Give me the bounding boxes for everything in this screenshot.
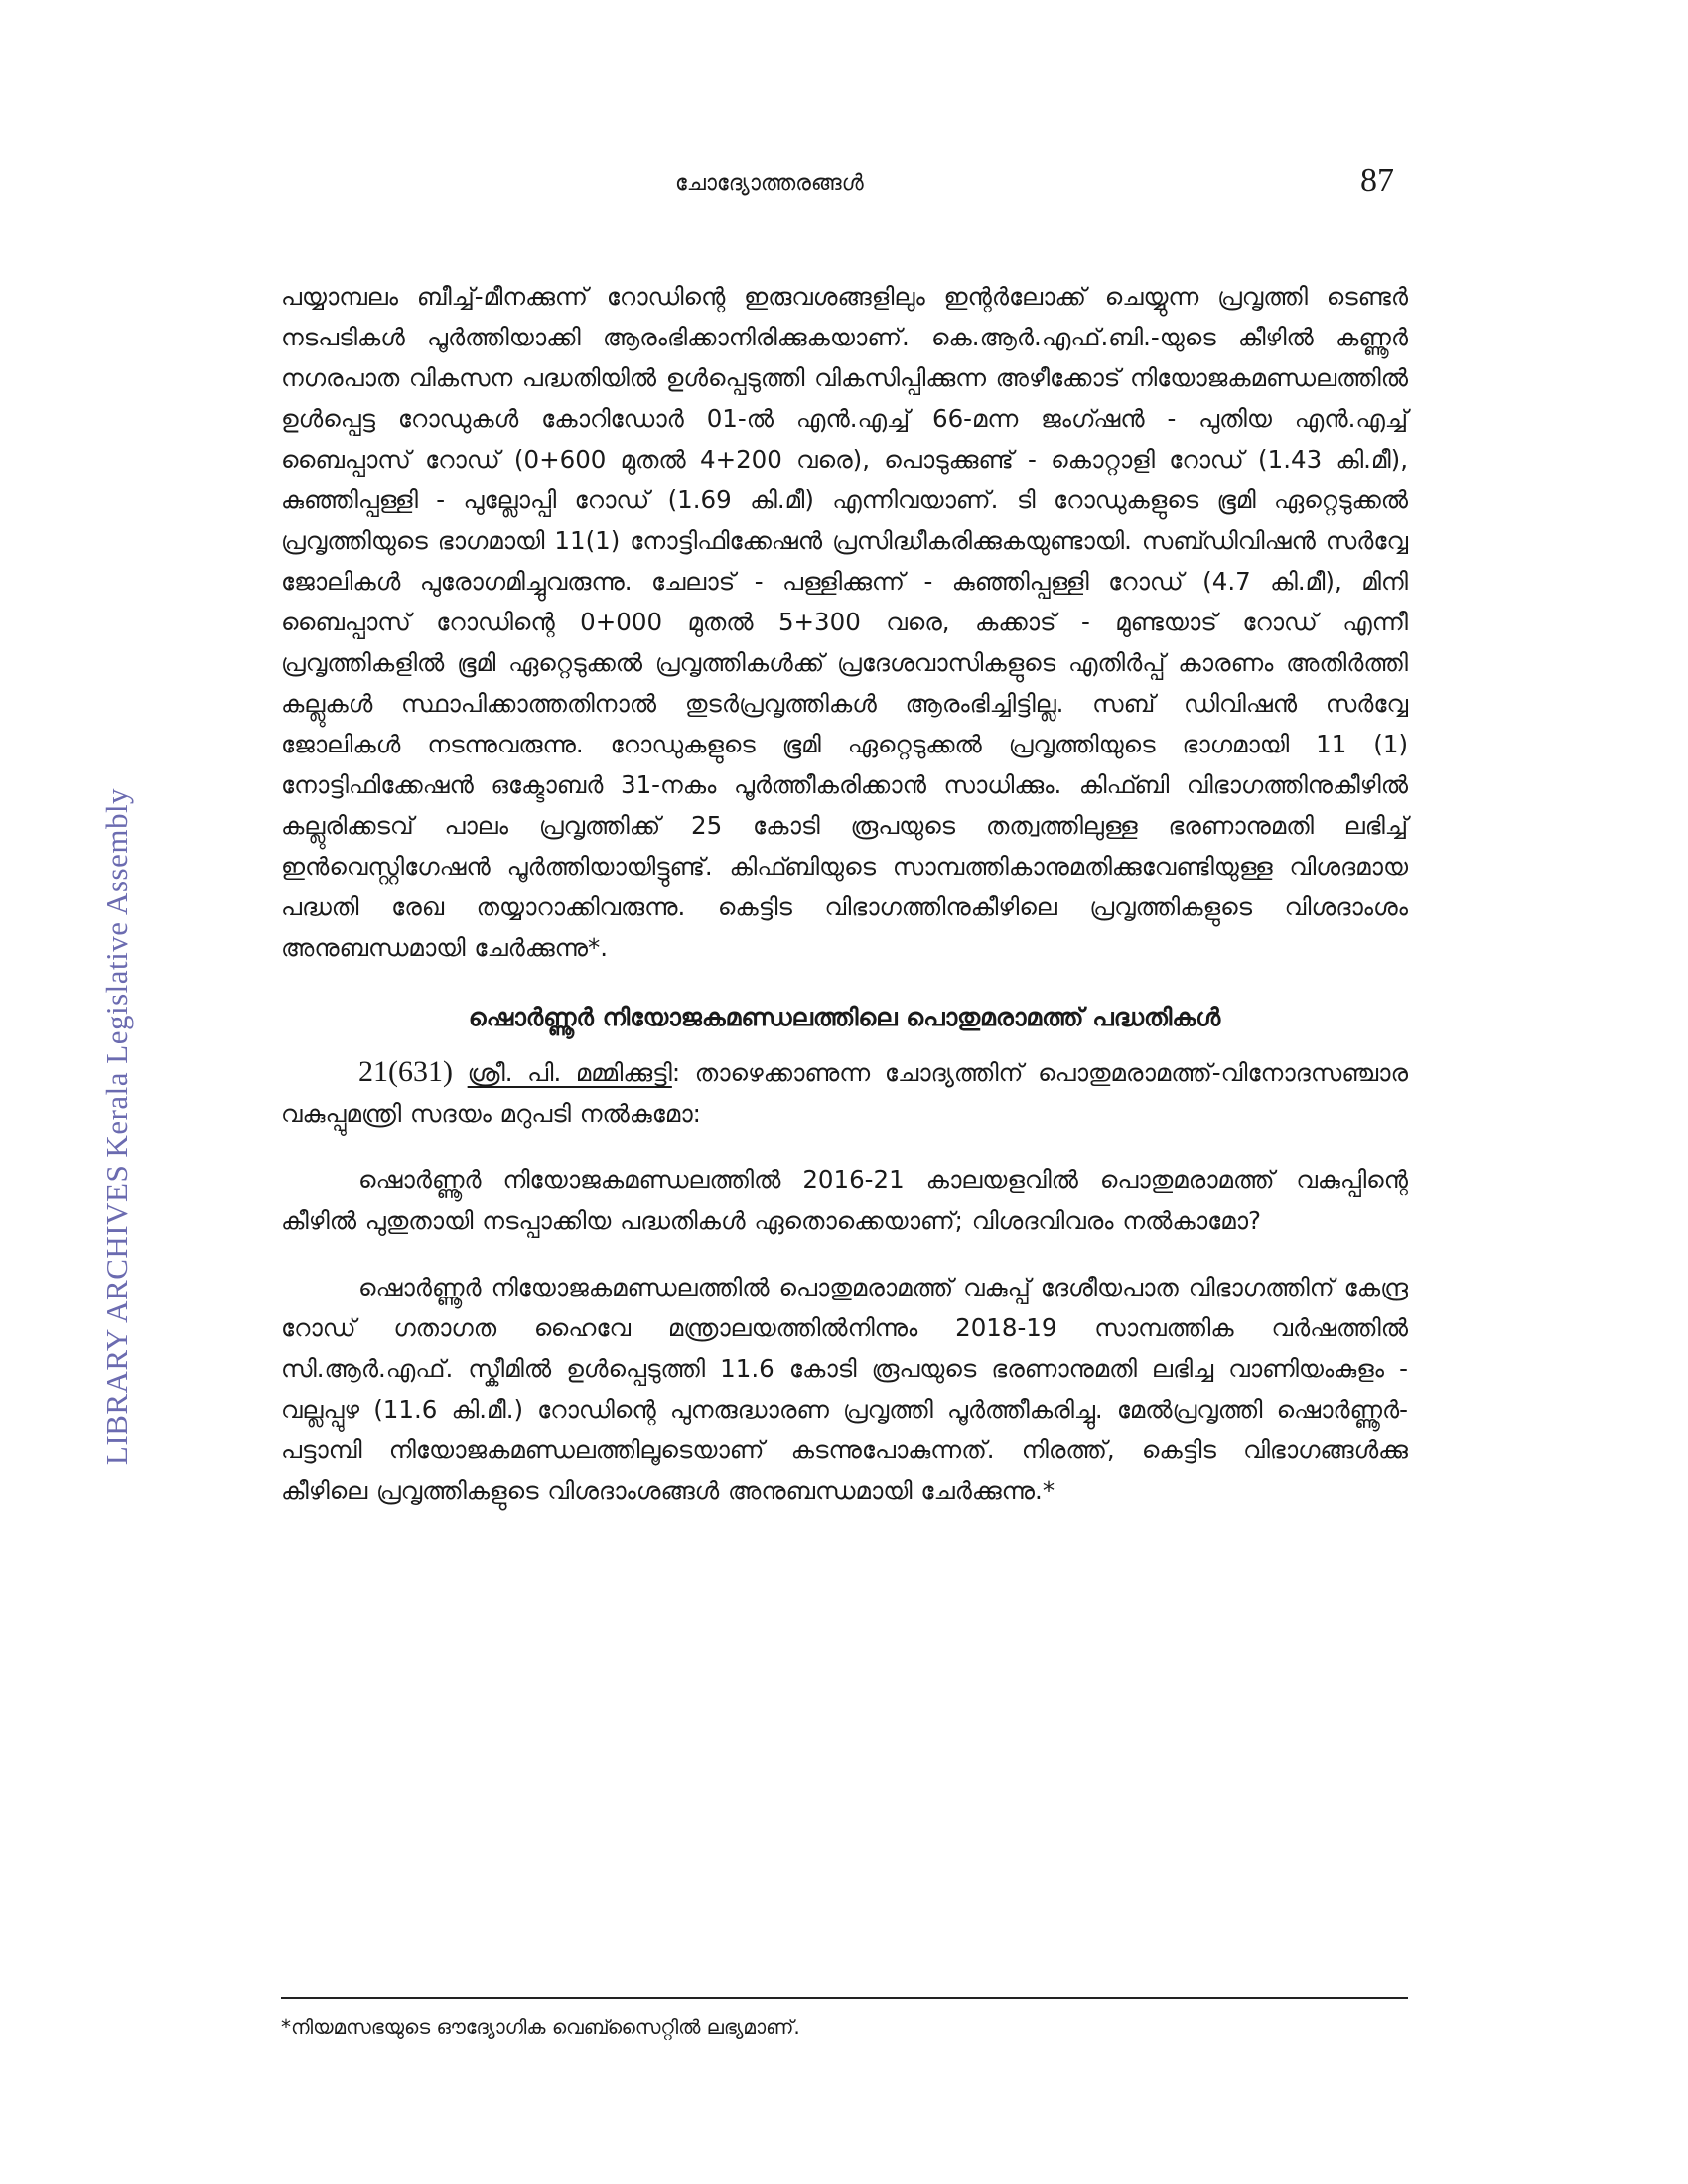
page-number: 87 <box>1360 162 1394 199</box>
answer-paragraph: ഷൊർണ്ണൂർ നിയോജകമണ്ഡലത്തിൽ പൊതുമരാമത്ത് വകുപ്പ് ദേശീയപാത വിഭാഗത്തിന് കേന്ദ്ര റോഡ് ഗതാഗത ഹൈവേ മന്ത്രാലയത്തിൽനിന്നും 2018-19 സാമ്പത്തിക വർഷത്തിൽ സി.ആർ.എഫ്. സ്കീമിൽ ഉൾപ്പെടുത്തി 11.6 കോടി രൂപയുടെ ഭരണാനുമതി ലഭിച്ച വാണിയംകുളം - വല്ലപ്പുഴ (11.6 കി.മീ.) റോഡിന്റെ പുനരുദ്ധാരണ പ്രവൃത്തി പൂർത്തീകരിച്ചു. മേൽപ്രവൃത്തി ഷൊർണ്ണൂർ-പട്ടാമ്പി നിയോജകമണ്ഡലത്തിലൂടെയാണ് കടന്നുപോകുന്നത്. നിരത്ത്, കെട്ടിട വിഭാഗങ്ങൾക്കു കീഴിലെ പ്രവൃത്തികളുടെ വിശദാംശങ്ങൾ അനുബന്ധമായി ചേർക്കുന്നു.* <box>281 1273 1408 1505</box>
archive-watermark: LIBRARY ARCHIVES Kerala Legislative Assembly <box>99 787 134 1466</box>
question-intro-paragraph <box>281 1051 1408 1134</box>
question-number: 21(631) <box>358 1055 453 1088</box>
section-heading: ഷൊർണ്ണൂർ നിയോജകമണ്ഡലത്തിലെ പൊതുമരാമത്ത് പദ്ധതികൾ <box>468 1003 1221 1031</box>
member-name: ശ്രീ. പി. മമ്മിക്കുട്ടി <box>467 1058 672 1087</box>
footnote-divider <box>281 1997 1408 1999</box>
page-body <box>281 276 1408 1511</box>
footnote-text: *നിയമസഭയുടെ ഔദ്യോഗിക വെബ്സൈറ്റിൽ ലഭ്യമാണ്. <box>281 2015 800 2039</box>
running-header-title: ചോദ്യോത്തരങ്ങൾ <box>675 171 864 196</box>
question-intro-text: : താഴെക്കാണുന്ന ചോദ്യത്തിന് പൊതുമരാമത്ത്-വിനോദസഞ്ചാര വകുപ്പുമന്ത്രി സദയം മറുപടി നൽകുമോ: <box>281 1058 1408 1128</box>
question-paragraph: ഷൊർണ്ണൂർ നിയോജകമണ്ഡലത്തിൽ 2016-21 കാലയളവിൽ പൊതുമരാമത്ത് വകുപ്പിന്റെ കീഴിൽ പുതുതായി നടപ്പാക്കിയ പദ്ധതികൾ ഏതൊക്കെയാണ്; വിശദവിവരം നൽകാമോ? <box>281 1165 1408 1235</box>
answer-continuation-paragraph: പയ്യാമ്പലം ബീച്ച്-മീനക്കുന്ന് റോഡിന്റെ ഇരുവശങ്ങളിലും ഇന്റർലോക്ക് ചെയ്യുന്ന പ്രവൃത്തി ടെണ്ടർ നടപടികൾ പൂർത്തിയാക്കി ആരംഭിക്കാനിരിക്കുകയാണ്. കെ.ആർ.എഫ്.ബി.-യുടെ കീഴിൽ കണ്ണൂർ നഗരപാത വികസന പദ്ധതിയിൽ ഉൾപ്പെടുത്തി വികസിപ്പിക്കുന്ന അഴീക്കോട് നിയോജകമണ്ഡലത്തിൽ ഉൾപ്പെട്ട റോഡുകൾ കോറിഡോർ 01-ൽ എൻ.എച്ച് 66-മന്ന ജംഗ്ഷൻ - പുതിയ എൻ.എച്ച് ബൈപ്പാസ് റോഡ് (0+600 മുതൽ 4+200 വരെ), പൊടുക്കുണ്ട് - കൊറ്റാളി റോഡ് (1.43 കി.മീ), കുഞ്ഞിപ്പള്ളി - പുല്ലോപ്പി റോഡ് (1.69 കി.മീ) എന്നിവയാണ്. ടി റോഡുകളുടെ ഭൂമി ഏറ്റെടുക്കൽ പ്രവൃത്തിയുടെ ഭാഗമായി 11(1) നോട്ടിഫിക്കേഷൻ പ്രസിദ്ധീകരിക്കുകയുണ്ടായി. സബ്ഡിവിഷൻ സർവ്വേ ജോലികൾ പുരോഗമിച്ചുവരുന്നു. ചേലാട് - പള്ളിക്കുന്ന് - കുഞ്ഞിപ്പള്ളി റോഡ് (4.7 കി.മീ), മിനി ബൈപ്പാസ് റോഡിന്റെ 0+000 മുതൽ 5+300 വരെ, കക്കാട് - മുണ്ടയാട് റോഡ് എന്നീ പ്രവൃത്തികളിൽ ഭൂമി ഏറ്റെടുക്കൽ പ്രവൃത്തികൾക്ക് പ്രദേശവാസികളുടെ എതിർപ്പ് കാരണം അതിർത്തി കല്ലുകൾ സ്ഥാപിക്കാത്തതിനാൽ തുടർപ്രവൃത്തികൾ ആരംഭിച്ചിട്ടില്ല. സബ് ഡിവിഷൻ സർവ്വേ ജോലികൾ നടന്നുവരുന്നു. റോഡുകളുടെ ഭൂമി ഏറ്റെടുക്കൽ പ്രവൃത്തിയുടെ ഭാഗമായി 11 (1) നോട്ടിഫിക്കേഷൻ ഒക്ടോബർ 31-നകം പൂർത്തീകരിക്കാൻ സാധിക്കും. കിഫ്ബി വിഭാഗത്തിനുകീഴിൽ കല്ലുരിക്കടവ് പാലം പ്രവൃത്തിക്ക് 25 കോടി രൂപയുടെ തത്വത്തിലുള്ള ഭരണാനുമതി ലഭിച്ച് ഇൻവെസ്റ്റിഗേഷൻ പൂർത്തിയായിട്ടുണ്ട്. കിഫ്ബിയുടെ സാമ്പത്തികാനുമതിക്കുവേണ്ടിയുള്ള വിശദമായ പദ്ധതി രേഖ തയ്യാറാക്കിവരുന്നു. കെട്ടിട വിഭാഗത്തിനുകീഴിലെ പ്രവൃത്തികളുടെ വിശദാംശം അനുബന്ധമായി ചേർക്കുന്നു*. <box>281 282 1408 962</box>
